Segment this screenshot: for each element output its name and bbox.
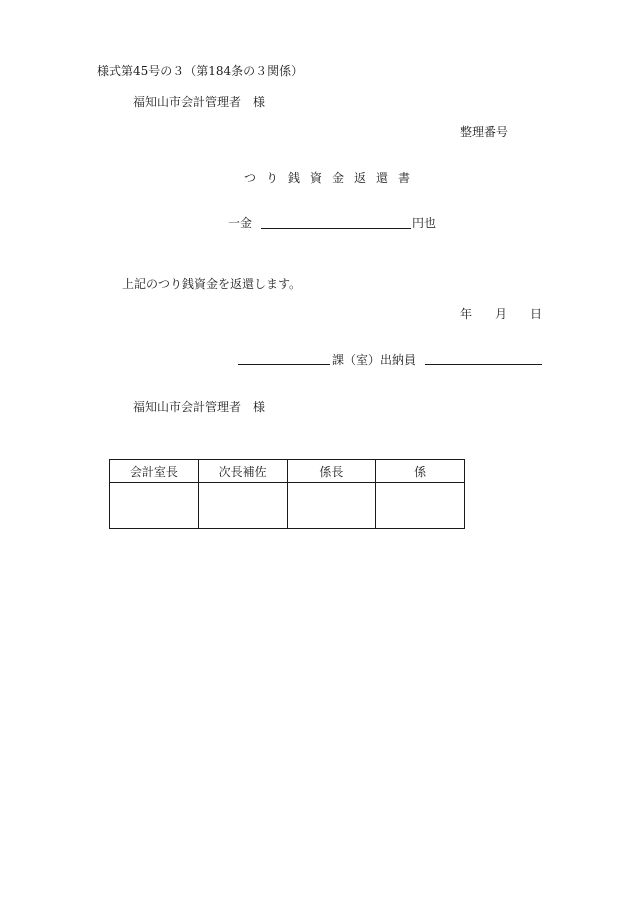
dept-name-line[interactable]	[238, 364, 330, 365]
approval-header: 係長	[287, 460, 376, 483]
amount-line[interactable]	[261, 228, 411, 229]
addressee-bottom: 福知山市会計管理者 様	[133, 400, 266, 414]
approval-header: 次長補佐	[198, 460, 287, 483]
approval-seal-cell[interactable]	[287, 483, 376, 529]
clerk-name-line[interactable]	[425, 364, 542, 365]
statement-text: 上記のつり銭資金を返還します。	[122, 277, 302, 291]
approval-header: 係	[376, 460, 465, 483]
approval-header: 会計室長	[110, 460, 199, 483]
date-month: 月	[495, 307, 508, 321]
form-number: 様式第45号の３（第184条の３関係）	[97, 64, 304, 78]
dept-label: 課（室）出納員	[332, 353, 417, 367]
document-title: つり銭資金返還書	[244, 171, 421, 185]
date-year: 年	[460, 307, 473, 321]
addressee-top: 福知山市会計管理者 様	[133, 95, 266, 109]
date-day: 日	[530, 307, 543, 321]
approval-table	[109, 459, 465, 529]
approval-header-row	[110, 460, 465, 483]
approval-seal-cell[interactable]	[110, 483, 199, 529]
reference-number-label: 整理番号	[460, 125, 509, 139]
approval-seal-row	[110, 483, 465, 529]
approval-seal-cell[interactable]	[198, 483, 287, 529]
amount-suffix: 円也	[412, 216, 437, 230]
amount-prefix: 一金	[228, 216, 253, 230]
approval-seal-cell[interactable]	[376, 483, 465, 529]
